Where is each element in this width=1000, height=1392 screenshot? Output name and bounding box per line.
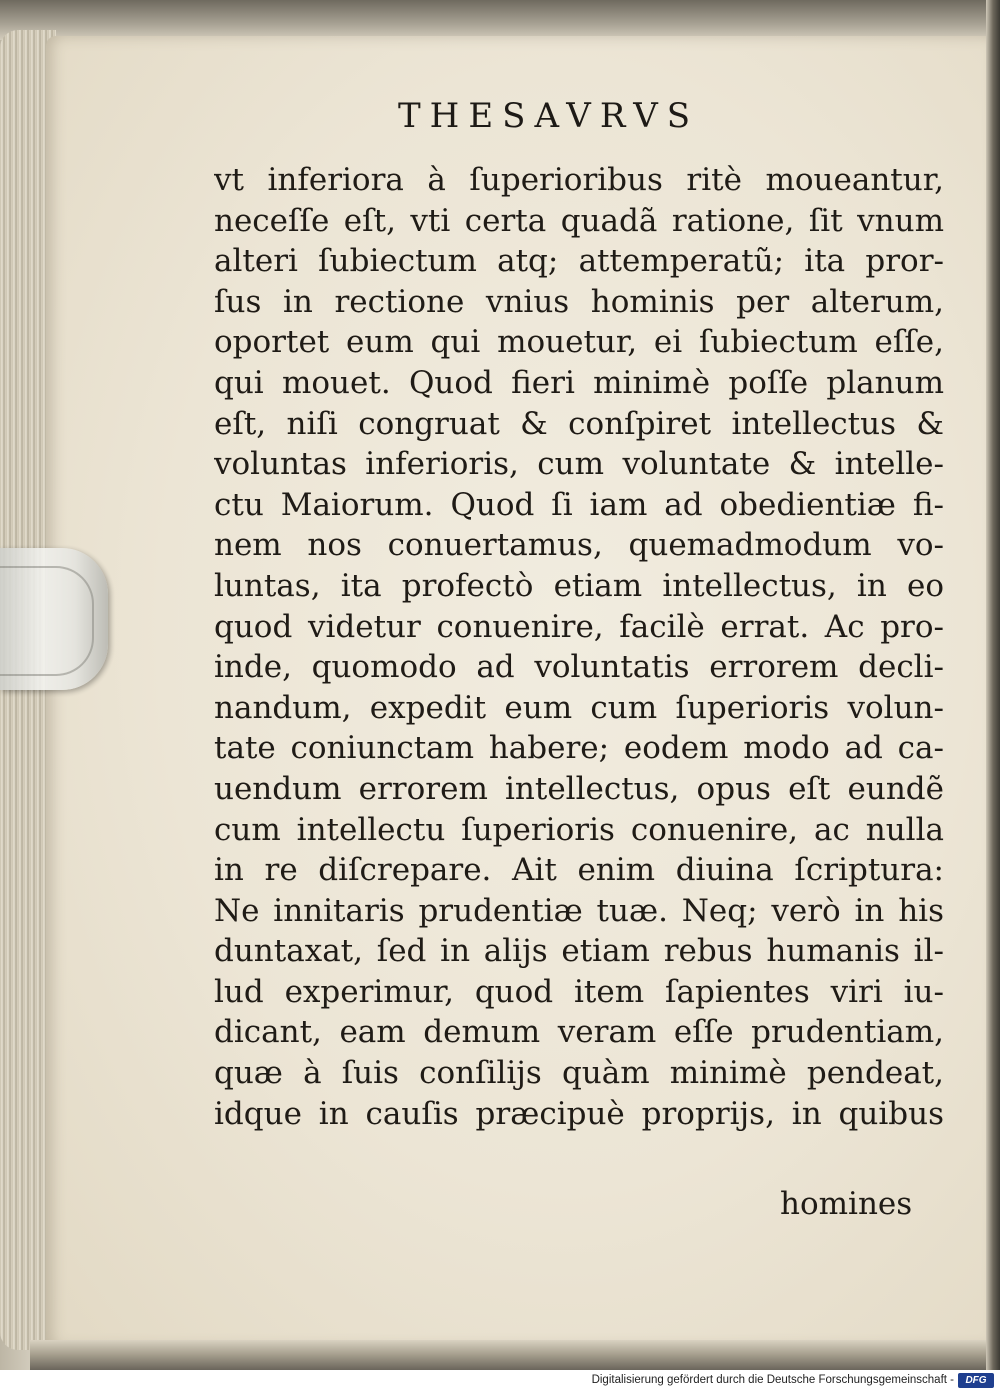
footer-bar bbox=[0, 1370, 1000, 1392]
text-line: tate coniunctam habere; eodem modo ad ca- bbox=[214, 730, 944, 767]
text-line: Ne innitaris prudentiæ tuæ. Neq; verò in his bbox=[214, 892, 944, 929]
body-text bbox=[214, 160, 944, 1134]
text-line: vt inferiora à ſuperioribus ritè moueantur, bbox=[214, 162, 944, 198]
text-line: alteri ſubiectum atq; attemperatũ; ita pror- bbox=[214, 243, 944, 280]
catchword: homines bbox=[780, 1186, 913, 1222]
book-clip-inner bbox=[0, 566, 94, 676]
text-line: nandum, expedit eum cum ſuperioris volun- bbox=[214, 689, 944, 726]
text-line: duntaxat, ſed in alijs etiam rebus humanis il- bbox=[214, 933, 944, 970]
bottom-book-edge bbox=[30, 1340, 990, 1370]
text-line: quod videtur conuenire, facilè errat. Ac pro- bbox=[214, 608, 944, 645]
text-line: cum intellectu ſuperioris conuenire, ac nulla bbox=[214, 811, 944, 848]
dfg-logo: DFG bbox=[958, 1373, 994, 1388]
text-line: oportet eum qui mouetur, ei ſubiectum eſſe, bbox=[214, 324, 944, 361]
text-line: quæ à ſuis conſilijs quàm minimè pendeat, bbox=[214, 1055, 944, 1092]
text-line: luntas, ita profectò etiam intellectus, in eo bbox=[214, 567, 944, 604]
text-line: idque in cauſis præcipuè proprijs, in quibus bbox=[214, 1095, 944, 1132]
text-line: ctu Maiorum. Quod ſi iam ad obedientiæ fi- bbox=[214, 486, 944, 523]
book-clip bbox=[0, 548, 108, 690]
text-line: uendum errorem intellectus, opus eſt eundẽ bbox=[214, 770, 944, 807]
text-line: nem nos conuertamus, quemadmodum vo- bbox=[214, 527, 944, 564]
text-line: eſt, niſi congruat & conſpiret intellectus & bbox=[214, 405, 944, 442]
text-line: lud experimur, quod item ſapientes viri iu- bbox=[214, 973, 944, 1010]
text-line: voluntas inferioris, cum voluntate & intelle- bbox=[214, 446, 944, 483]
text-line: neceſſe eſt, vti certa quadã ratione, ſit vnum bbox=[214, 202, 944, 239]
footer-credit: Digitalisierung gefördert durch die Deutsche Forschungsgemeinschaft - bbox=[591, 1374, 954, 1386]
text-line: inde, quomodo ad voluntatis errorem decli- bbox=[214, 649, 944, 686]
running-head: THESAVRVS bbox=[398, 96, 700, 136]
text-line: in re diſcrepare. Ait enim diuina ſcriptura: bbox=[214, 852, 944, 889]
right-book-edge bbox=[986, 0, 1000, 1370]
text-line: dicant, eam demum veram eſſe prudentiam, bbox=[214, 1014, 944, 1051]
text-line: qui mouet. Quod fieri minimè poſſe planum bbox=[214, 364, 944, 401]
text-line: ſus in rectione vnius hominis per alterum, bbox=[214, 283, 944, 320]
top-book-edge bbox=[0, 0, 1000, 40]
